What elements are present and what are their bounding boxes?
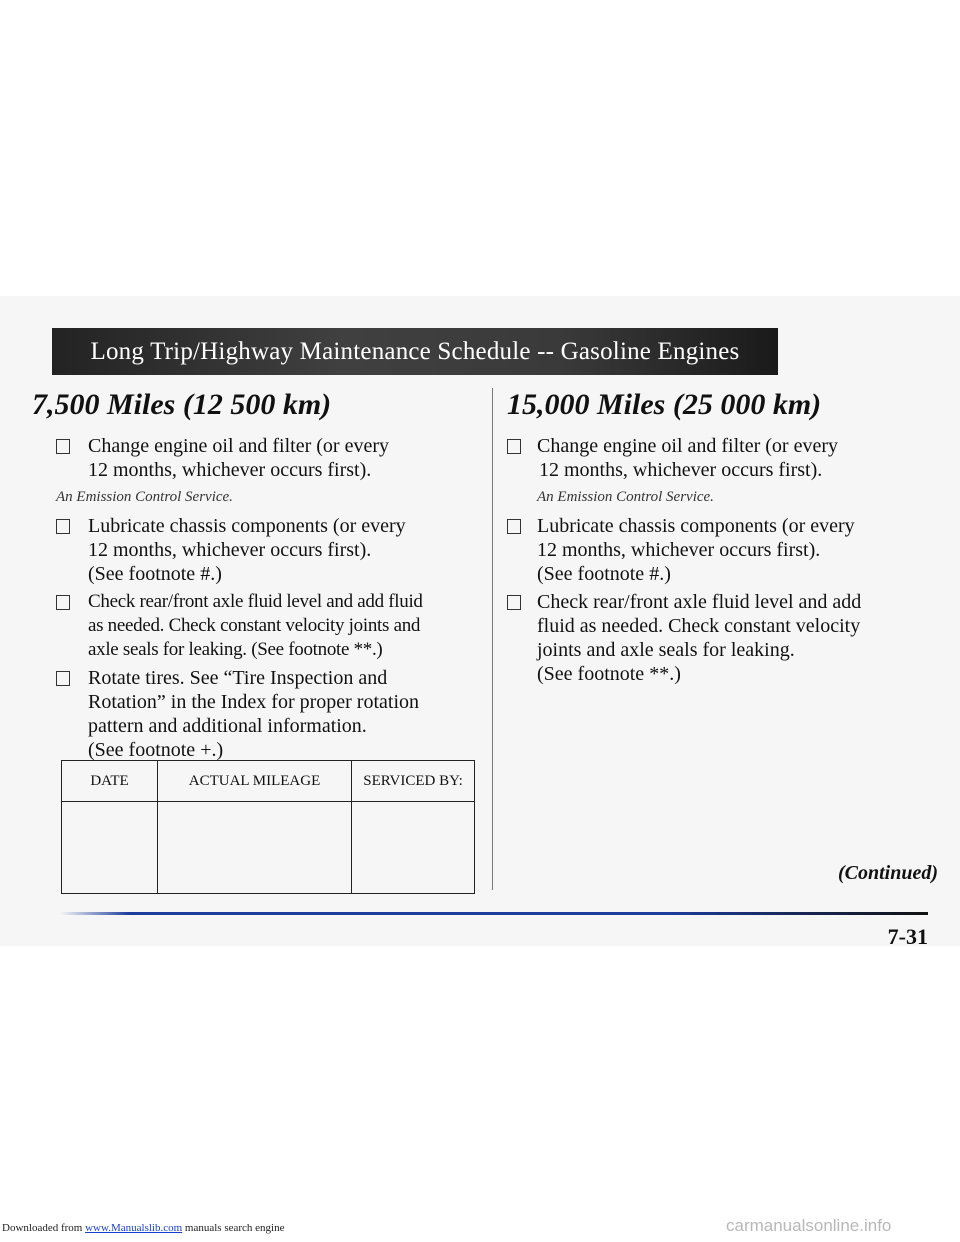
item-line: 12 months, whichever occurs first). [88, 539, 372, 561]
item-line: (See footnote #.) [88, 563, 222, 585]
column-divider [492, 388, 493, 890]
footer-rule [60, 912, 928, 915]
checkbox-icon[interactable] [507, 439, 521, 454]
table-header-row [62, 761, 475, 802]
item-line: Rotation” in the Index for proper rotation [88, 691, 420, 713]
checklist-item [507, 434, 927, 482]
interval-15000-column [507, 388, 927, 690]
service-log-table [61, 760, 475, 894]
item-line: (See footnote #.) [537, 563, 671, 585]
checkbox-icon[interactable] [56, 439, 70, 454]
checklist-item [32, 434, 480, 482]
item-line: Check rear/front axle fluid level and add [537, 591, 862, 613]
interval-heading: 15,000 Miles (25 000 km) [507, 388, 822, 421]
serviced-by-header: SERVICED BY: [352, 761, 475, 802]
item-line: Check rear/front axle fluid level and add fluid [88, 591, 423, 612]
item-line: Rotate tires. See “Tire Inspection and [88, 667, 388, 689]
checklist-item [32, 590, 480, 662]
interval-heading: 7,500 Miles (12 500 km) [32, 388, 332, 421]
checkbox-icon[interactable] [56, 671, 70, 686]
item-line: joints and axle seals for leaking. [537, 639, 795, 661]
item-line: 12 months, whichever occurs first). [88, 459, 372, 481]
site-watermark: carmanualsonline.info [726, 1216, 892, 1235]
item-line: Change engine oil and filter (or every [537, 435, 838, 457]
checkbox-icon[interactable] [56, 595, 70, 610]
continued-label: (Continued) [837, 862, 938, 884]
table-row [62, 802, 475, 894]
manualslib-link[interactable]: www.Manualslib.com [85, 1222, 183, 1234]
emission-note: An Emission Control Service. [56, 489, 233, 505]
item-line: pattern and additional information. [88, 715, 367, 737]
actual-mileage-cell[interactable] [158, 802, 352, 894]
item-line: axle seals for leaking. (See footnote **.) [88, 639, 383, 660]
page-number: 7-31 [887, 924, 928, 949]
item-line: as needed. Check constant velocity joints and [88, 615, 421, 636]
checkbox-icon[interactable] [56, 519, 70, 534]
date-cell[interactable] [62, 802, 158, 894]
item-line: Lubricate chassis components (or every [88, 515, 406, 537]
item-line: Lubricate chassis components (or every [537, 515, 855, 537]
checklist-item [507, 514, 927, 586]
checklist-item [32, 514, 480, 586]
checkbox-icon[interactable] [507, 595, 521, 610]
item-line: Change engine oil and filter (or every [88, 435, 389, 457]
date-header: DATE [62, 761, 158, 802]
item-line: (See footnote **.) [537, 663, 681, 685]
checklist-item [507, 590, 927, 686]
emission-note: An Emission Control Service. [537, 489, 714, 505]
item-line: fluid as needed. Check constant velocity [537, 615, 861, 637]
item-line: 12 months, whichever occurs first). [539, 459, 823, 481]
interval-7500-column [32, 388, 480, 766]
footer-prefix: Downloaded from [2, 1222, 83, 1234]
checkbox-icon[interactable] [507, 519, 521, 534]
serviced-by-cell[interactable] [352, 802, 475, 894]
download-footer [2, 1222, 284, 1234]
checklist-item [32, 666, 480, 762]
item-line: (See footnote +.) [88, 739, 224, 761]
actual-mileage-header: ACTUAL MILEAGE [158, 761, 352, 802]
section-banner: Long Trip/Highway Maintenance Schedule -- Gasoline Engines [52, 328, 778, 375]
item-line: 12 months, whichever occurs first). [537, 539, 821, 561]
footer-suffix: manuals search engine [184, 1222, 285, 1234]
